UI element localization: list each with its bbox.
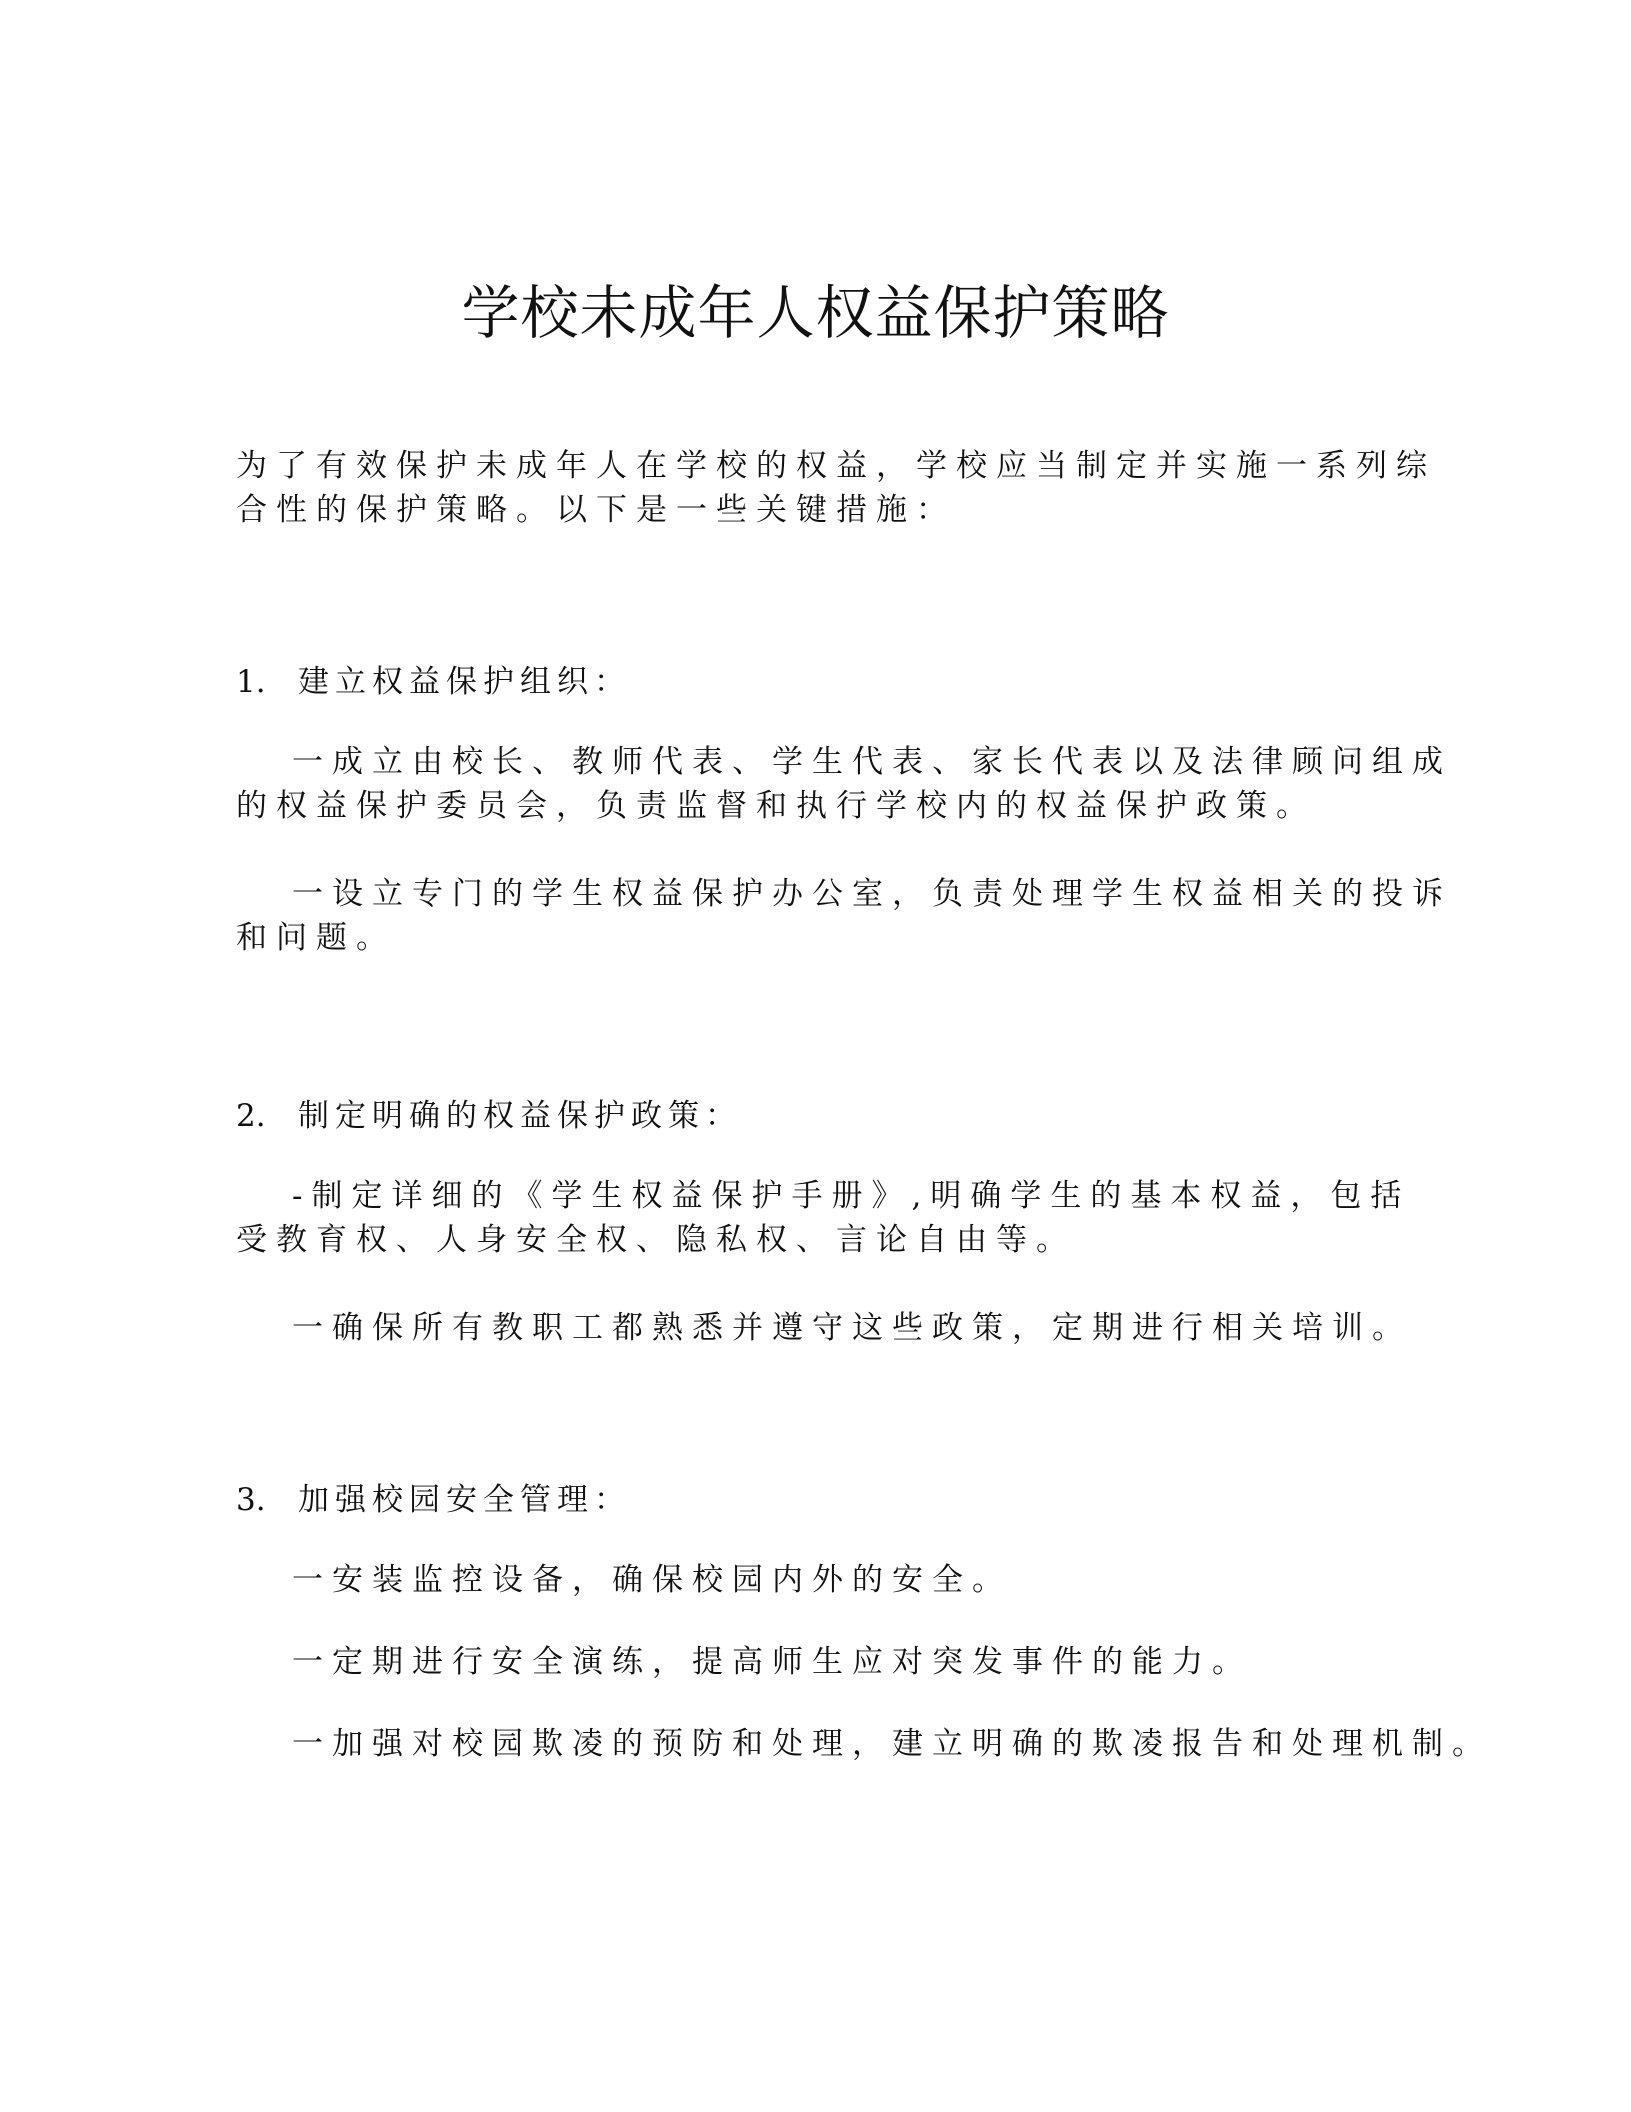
intro-paragraph (236, 444, 1436, 532)
section-item (236, 872, 1452, 960)
item-line: 的权益保护委员会，负责监督和执行学校内的权益保护政策。 (236, 788, 1316, 824)
item-line: 一安装监控设备，确保校园内外的安全。 (292, 1562, 1012, 1598)
section-heading (236, 1094, 1416, 1138)
item-line: 一确保所有教职工都熟悉并遵守这些政策，定期进行相关培训。 (292, 1310, 1412, 1346)
section-item (236, 1722, 1492, 1766)
intro-line: 为了有效保护未成年人在学校的权益，学校应当制定并实施一系列综 (236, 448, 1436, 484)
section-number: 1. (236, 664, 266, 700)
intro-line: 合性的保护策略。以下是一些关键措施： (236, 492, 956, 528)
section-number: 3. (236, 1482, 266, 1518)
item-line: 一定期进行安全演练，提高师生应对突发事件的能力。 (292, 1644, 1252, 1680)
item-line: 一设立专门的学生权益保护办公室，负责处理学生权益相关的投诉 (292, 876, 1452, 912)
section-title: 建立权益保护组织： (298, 664, 631, 700)
item-line: -制定详细的《学生权益保护手册》,明确学生的基本权益，包括 (292, 1178, 1411, 1214)
item-line: 一成立由校长、教师代表、学生代表、家长代表以及法律顾问组成 (292, 744, 1452, 780)
document-title: 学校未成年人权益保护策略 (461, 279, 1170, 347)
item-line: 和问题。 (236, 920, 396, 956)
section-heading (236, 1478, 1416, 1522)
section-item (236, 1640, 1416, 1684)
item-line: 受教育权、人身安全权、隐私权、言论自由等。 (236, 1222, 1076, 1258)
section-item (236, 740, 1452, 828)
section-title: 制定明确的权益保护政策： (298, 1098, 742, 1134)
section-heading (236, 660, 1416, 704)
section-item (236, 1306, 1416, 1350)
section-number: 2. (236, 1098, 266, 1134)
item-line: 一加强对校园欺凌的预防和处理，建立明确的欺凌报告和处理机制。 (292, 1726, 1492, 1762)
section-item (236, 1174, 1416, 1262)
section-title: 加强校园安全管理： (298, 1482, 631, 1518)
section-item (236, 1558, 1416, 1602)
